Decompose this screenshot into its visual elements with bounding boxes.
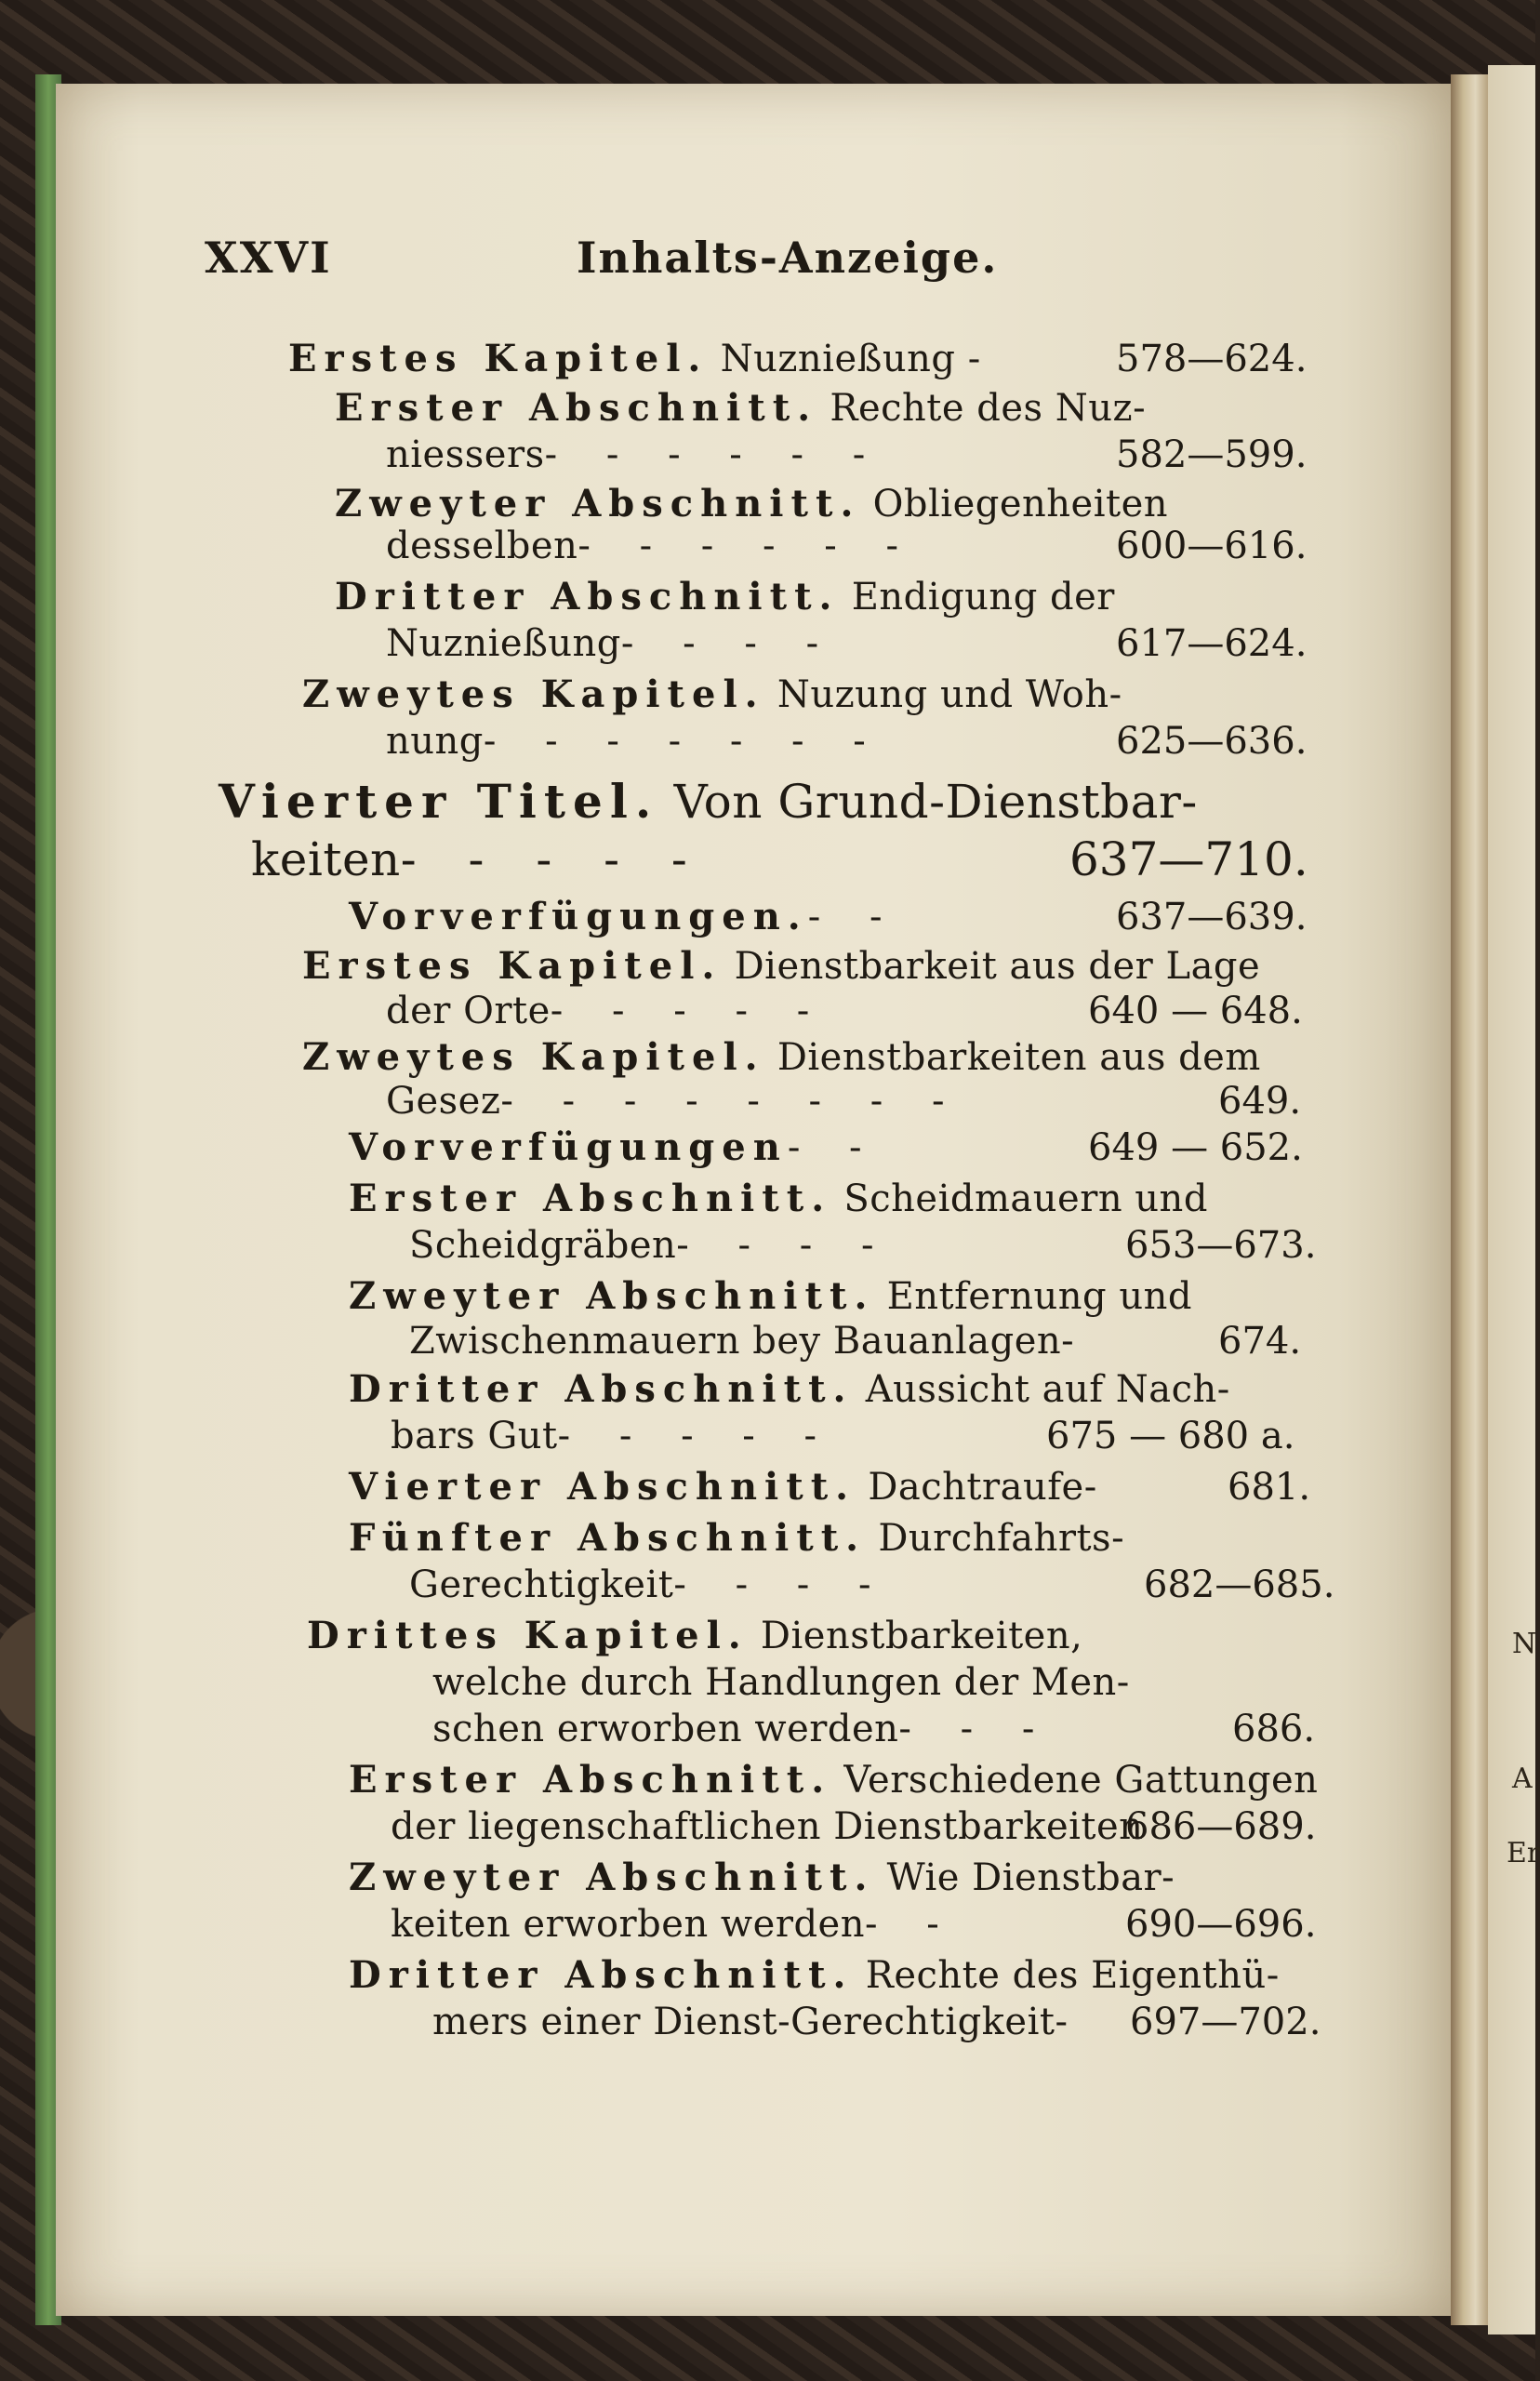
toc-entry: Erster Abschnitt. Rechte des Nuz- (335, 386, 1147, 430)
toc-entry-cont: mers einer Dienst-Gerechtigkeit- (432, 2001, 1086, 2043)
page-range: 578—624. (1116, 338, 1308, 380)
page-range: 674. (1218, 1320, 1302, 1363)
toc-entry: Dritter Abschnitt. Rechte des Eigenthü- (349, 1953, 1280, 1997)
toc-entry: Erster Abschnitt. Verschiedene Gattungen (349, 1758, 1319, 1802)
toc-entry-cont: welche durch Handlungen der Men- (432, 1661, 1130, 1704)
toc-entry-cont: schen erworben werden- - - (432, 1708, 1054, 1750)
page-range: 681. (1228, 1466, 1311, 1509)
toc-entry: Vierter Abschnitt. Dachtraufe- (349, 1465, 1116, 1509)
toc-entry-cont: niessers- - - - - - (386, 433, 884, 476)
toc-entry-cont: keiten erworben werden- - (391, 1903, 958, 1946)
toc-entry: Erstes Kapitel. Nuznießung - (288, 337, 1000, 380)
page-range: 690—696. (1125, 1903, 1317, 1946)
toc-entry: Zweytes Kapitel. Dienstbarkeiten aus dem (302, 1035, 1261, 1079)
page-range: 625—636. (1116, 720, 1308, 763)
page-range: 640 — 648. (1088, 990, 1303, 1032)
toc-entry: Zweyter Abschnitt. Obliegenheiten (335, 482, 1169, 525)
toc-entry-cont: bars Gut- - - - - (391, 1415, 836, 1457)
facing-page-fragment: N (1512, 1628, 1537, 1660)
page-range: 637—710. (1069, 832, 1308, 886)
toc-entry: Zweytes Kapitel. Nuzung und Woh- (302, 672, 1122, 716)
toc-entry: Fünfter Abschnitt. Durchfahrts- (349, 1516, 1125, 1560)
book-gutter (1451, 74, 1488, 2325)
toc-entry-cont: Scheidgräben- - - - (409, 1224, 893, 1267)
toc-entry: Dritter Abschnitt. Aussicht auf Nach- (349, 1367, 1230, 1411)
toc-title-entry: Vierter Titel. Von Grund-Dienstbar- (219, 774, 1198, 829)
page-number: XXVI (205, 233, 332, 283)
toc-entry-cont: Nuznießung- - - - (386, 622, 838, 665)
toc-entry: Drittes Kapitel. Dienstbarkeiten, (307, 1614, 1083, 1657)
toc-entry: Zweyter Abschnitt. Wie Dienstbar- (349, 1856, 1175, 1899)
toc-entry: Vorverfügungen- - (349, 1125, 881, 1169)
toc-entry: Erstes Kapitel. Dienstbarkeit aus der Lage (302, 944, 1261, 988)
page-range: 675 — 680 a. (1046, 1415, 1295, 1457)
page-range: 682—685. (1144, 1563, 1335, 1606)
page-range: 697—702. (1130, 2001, 1321, 2043)
toc-entry-cont: keiten- - - - - (251, 832, 706, 886)
toc-entry: Vorverfügungen.- - (349, 895, 901, 938)
page-range: 686. (1232, 1708, 1316, 1750)
toc-entry: Dritter Abschnitt. Endigung der (335, 575, 1115, 619)
page-range: 653—673. (1125, 1224, 1317, 1267)
page-range: 686—689. (1125, 1805, 1317, 1848)
toc-entry-cont: der liegenschaftlichen Dienstbarkeiten (391, 1805, 1144, 1848)
page-range: 649. (1218, 1080, 1302, 1123)
facing-page-fragment: A (1512, 1762, 1533, 1795)
toc-entry: Zweyter Abschnitt. Entfernung und (349, 1274, 1192, 1318)
facing-page-fragment: Er (1507, 1837, 1540, 1869)
facing-page-edge (1488, 65, 1535, 2334)
page-range: 617—624. (1116, 622, 1308, 665)
toc-entry-cont: nung- - - - - - - (386, 720, 884, 763)
toc-entry-cont: Gerechtigkeit- - - - (409, 1563, 890, 1606)
running-head: Inhalts-Anzeige. (577, 233, 999, 283)
page-range: 649 — 652. (1088, 1126, 1303, 1169)
page-range: 582—599. (1116, 433, 1308, 476)
page-range: 637—639. (1116, 896, 1308, 938)
toc-entry-cont: der Orte- - - - - (386, 990, 829, 1032)
toc-entry-cont: Zwischenmauern bey Bauanlagen- (409, 1320, 1093, 1363)
toc-entry-cont: Gesez- - - - - - - - (386, 1080, 963, 1123)
page-range: 600—616. (1116, 525, 1308, 567)
toc-entry: Erster Abschnitt. Scheidmauern und (349, 1177, 1208, 1220)
toc-entry-cont: desselben- - - - - - (386, 525, 918, 567)
